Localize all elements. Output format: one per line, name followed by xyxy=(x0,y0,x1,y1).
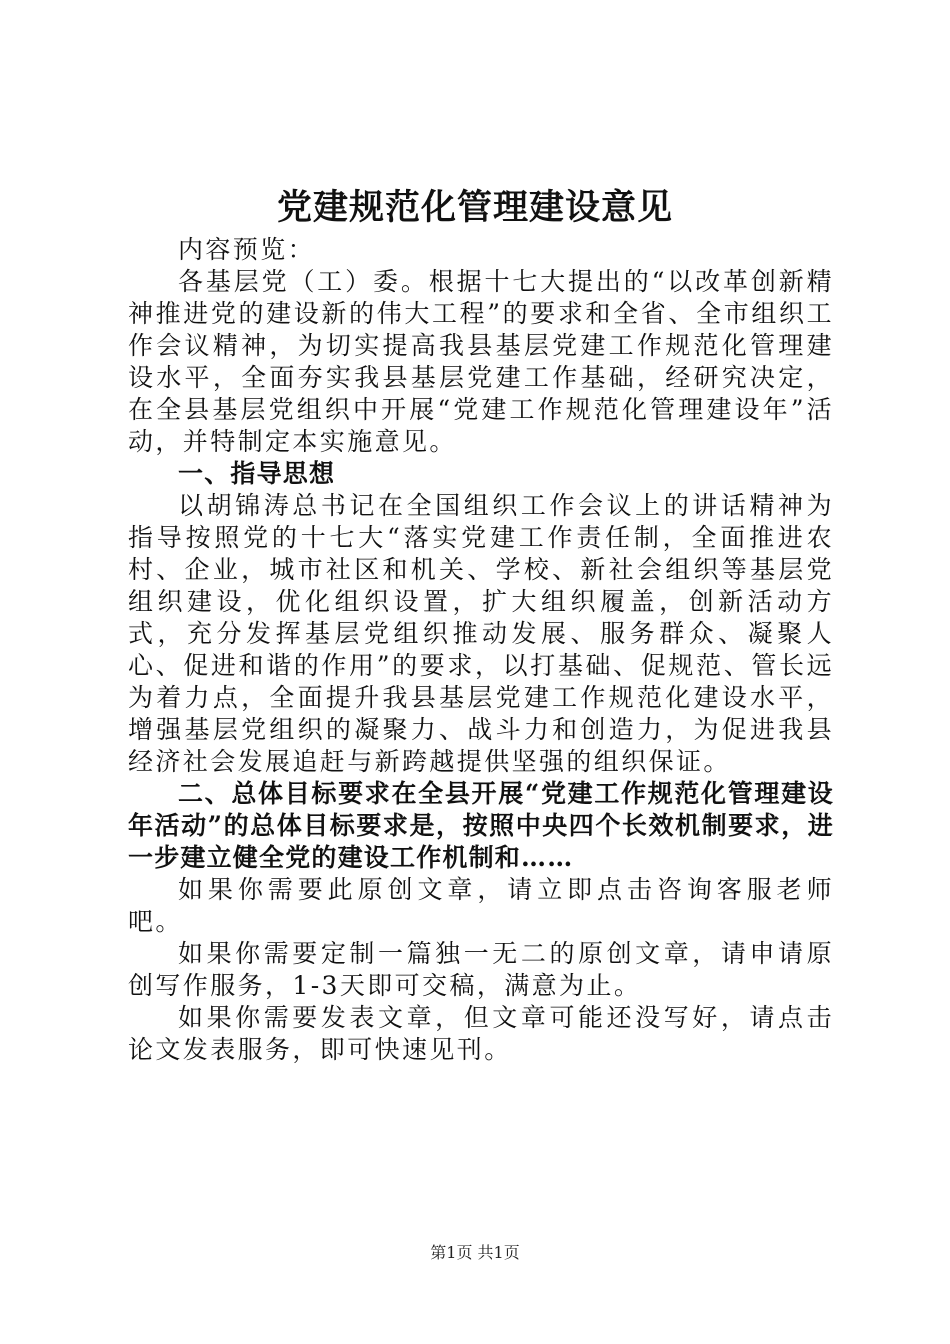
preview-label: 内容预览： xyxy=(178,235,316,264)
guiding-ideology-paragraph: 以胡锦涛总书记在全国组织工作会议上的讲话精神为指导按照党的十七大“落实党建工作责任制，全面推进农村、企业，城市社区和机关、学校、新社会组织等基层党组织建设，优化组织设置，扩大组织履盖，创新活动方式，充分发挥基层党组织推动发展、服务群众、凝聚人心、促进和谐的作用”的要求，以打基础、促规范、管长远为着力点，全面提升我县基层党建工作规范化建设水平，增强基层党组织的凝聚力、战斗力和创造力，为促进我县经济社会发展追赶与新跨越提供坚强的组织保证。 xyxy=(128,491,834,776)
page-number-footer: 第1页 共1页 xyxy=(430,1243,520,1262)
intro-paragraph: 各基层党（工）委。根据十七大提出的“以改革创新精神推进党的建设新的伟大工程”的要求和全省、全市组织工作会议精神，为切实提高我县基层党建工作规范化管理建设水平，全面夯实我县基层党建工作基础，经研究决定，在全县基层党组织中开展“党建工作规范化管理建设年”活动，并特制定本实施意见。 xyxy=(128,267,834,456)
document-body xyxy=(128,234,834,1066)
publishing-service-paragraph: 如果你需要发表文章，但文章可能还没写好，请点击论文发表服务，即可快速见刊。 xyxy=(128,1003,834,1064)
section-overall-goals: 二、总体目标要求在全县开展“党建工作规范化管理建设年活动”的总体目标要求是，按照中央四个长效机制要求，进一步建立健全党的建设工作机制和…… xyxy=(128,779,834,872)
custom-writing-paragraph: 如果你需要定制一篇独一无二的原创文章，请申请原创写作服务，1-3天即可交稿，满意为止。 xyxy=(128,939,834,1000)
section-heading-guiding-ideology: 一、指导思想 xyxy=(178,459,336,488)
document-title: 党建规范化管理建设意见 xyxy=(276,187,673,228)
consult-service-paragraph: 如果你需要此原创文章，请立即点击咨询客服老师吧。 xyxy=(128,875,834,936)
